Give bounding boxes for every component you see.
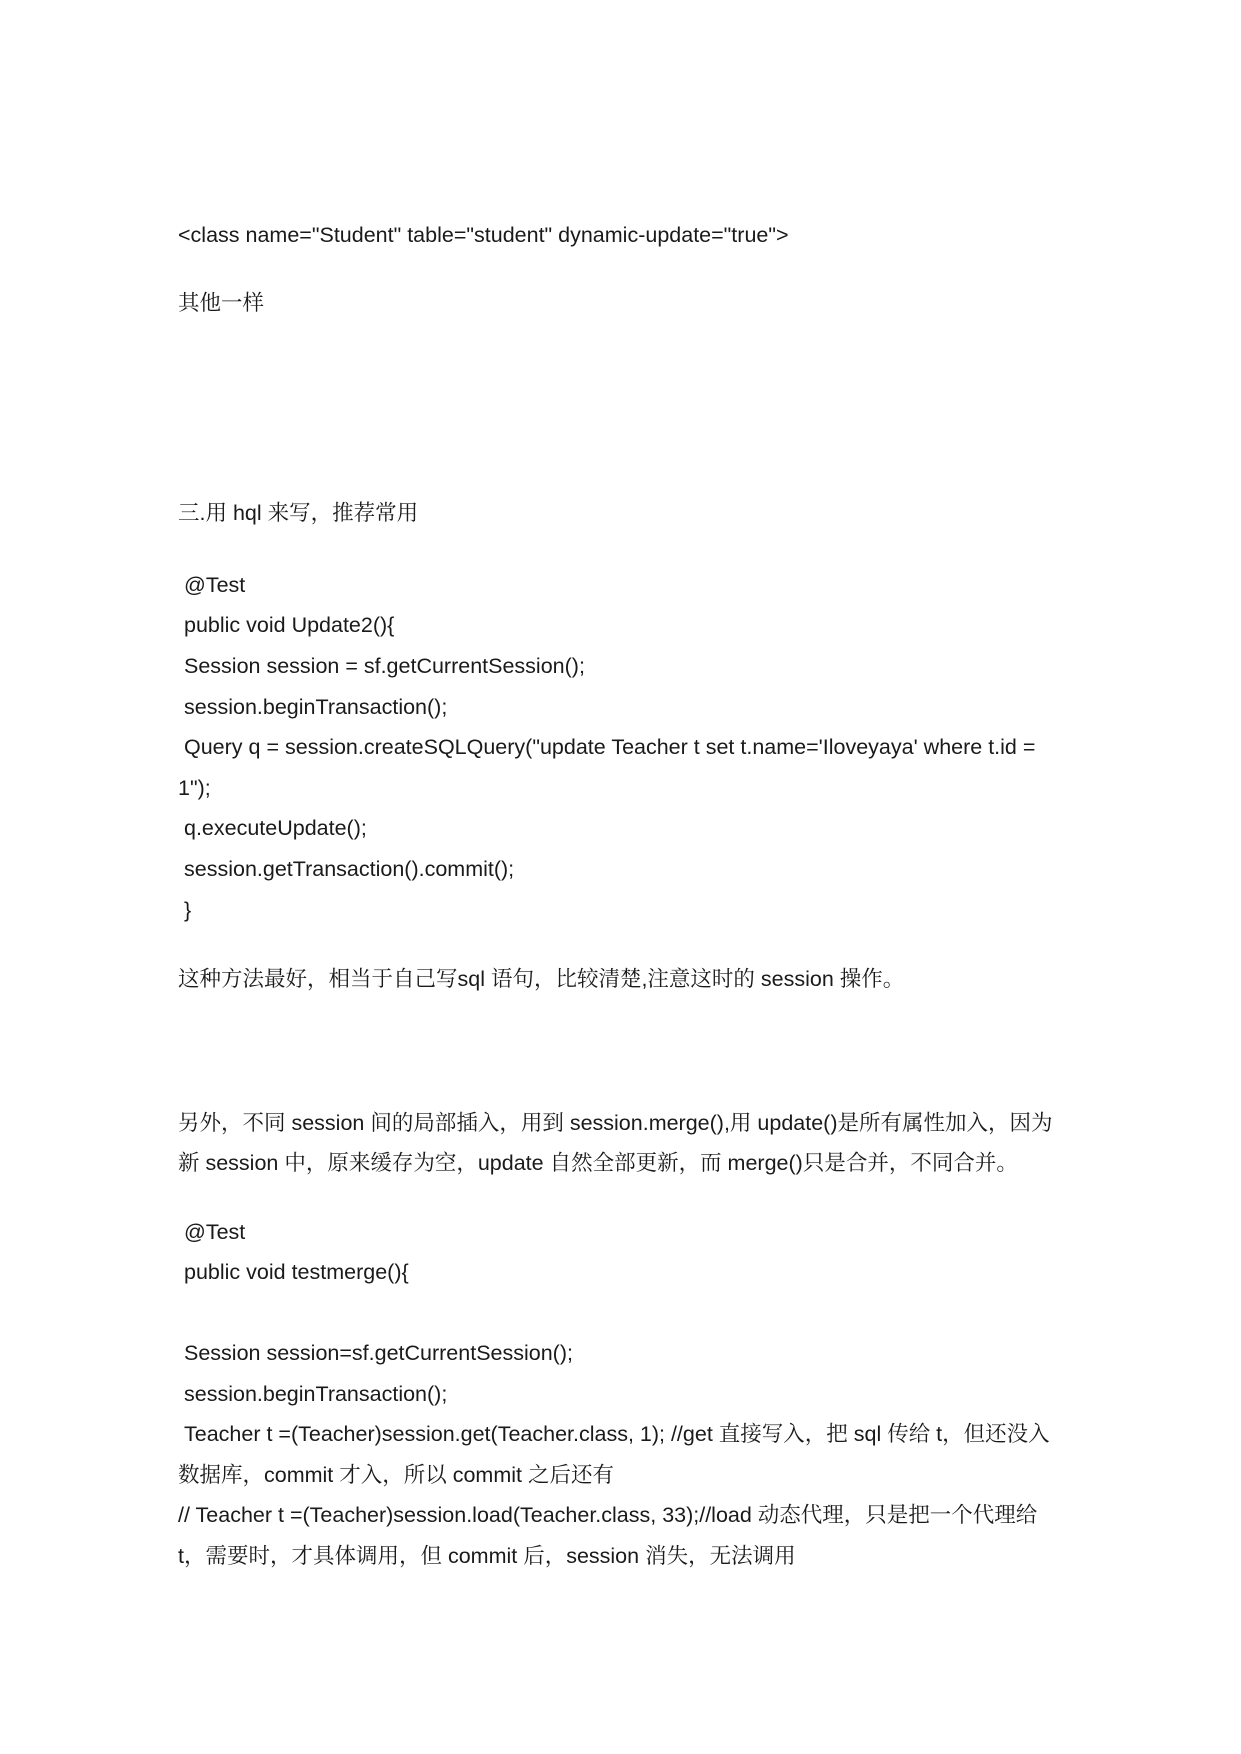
code-line: public void Update2(){ xyxy=(184,613,395,637)
code-line: @Test xyxy=(184,573,246,597)
method-note: 这种方法最好，相当于自己写sql 语句，比较清楚,注意这时的 session 操作。 xyxy=(178,967,905,991)
code-line: session.getTransaction().commit(); xyxy=(184,857,515,881)
code-line: Query q = session.createSQLQuery("update Teacher t set t.name='Iloveyaya' where t.id = xyxy=(184,735,1036,759)
section-heading-hql: 三.用 hql 来写，推荐常用 xyxy=(178,501,419,525)
paragraph-line: 另外，不同 session 间的局部插入，用到 session.merge(),用 update()是所有属性加入，因为 xyxy=(178,1111,1053,1135)
other-same-text: 其他一样 xyxy=(178,291,265,315)
code-line: // Teacher t =(Teacher)session.load(Teacher.class, 33);//load 动态代理，只是把一个代理给 xyxy=(178,1503,1038,1527)
code-line: q.executeUpdate(); xyxy=(184,816,367,840)
code-line: session.beginTransaction(); xyxy=(184,1382,448,1406)
code-line: public void testmerge(){ xyxy=(184,1260,409,1284)
code-line: 数据库，commit 才入，所以 commit 之后还有 xyxy=(178,1463,614,1487)
code-line: Teacher t =(Teacher)session.get(Teacher.class, 1); //get 直接写入，把 sql 传给 t，但还没入 xyxy=(184,1422,1050,1446)
code-line: 1"); xyxy=(178,776,211,800)
class-mapping-line: <class name="Student" table="student" dynamic-update="true"> xyxy=(178,223,789,247)
code-line: } xyxy=(184,898,192,922)
code-line: Session session = sf.getCurrentSession(); xyxy=(184,654,585,678)
code-line: Session session=sf.getCurrentSession(); xyxy=(184,1341,573,1365)
paragraph-line: 新 session 中，原来缓存为空，update 自然全部更新，而 merge()只是合并，不同合并。 xyxy=(178,1151,1018,1175)
code-line: @Test xyxy=(184,1220,246,1244)
code-line: t，需要时，才具体调用，但 commit 后，session 消失，无法调用 xyxy=(178,1544,796,1568)
code-line: session.beginTransaction(); xyxy=(184,695,448,719)
